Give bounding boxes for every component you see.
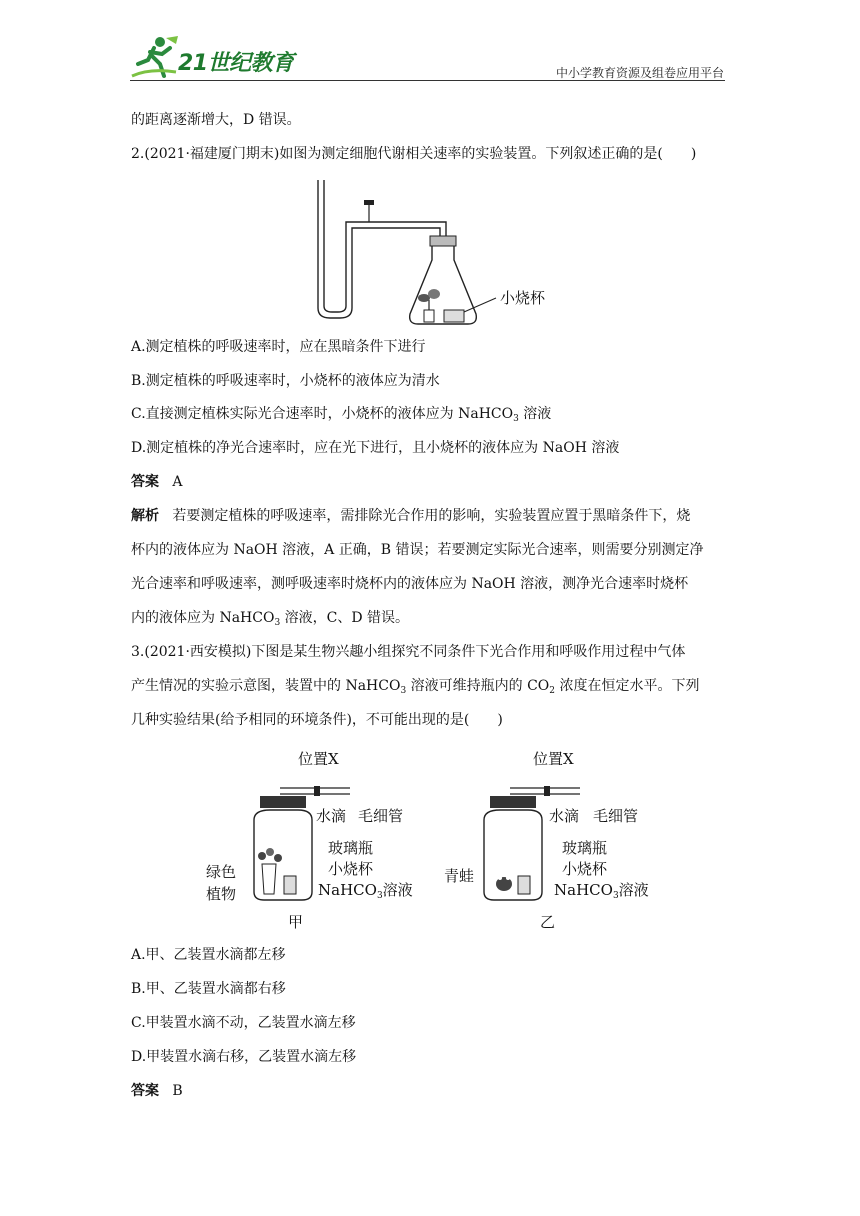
runner-logo-icon bbox=[130, 34, 180, 80]
explanation-line: 内的液体应为 NaHCO$_3$ 溶液，C、D 错误。 bbox=[131, 610, 410, 628]
question-3-stem: 3.(2021·西安模拟)下图是某生物兴趣小组探究不同条件下光合作用和呼吸作用过程中气体 bbox=[131, 644, 686, 660]
option-d: D.测定植株的净光合速率时，应在光下进行，且小烧杯的液体应为 NaOH 溶液 bbox=[131, 440, 620, 456]
solution-label: NaHCO$_3$溶液 bbox=[554, 881, 649, 901]
text-line: 的距离逐渐增大，D 错误。 bbox=[131, 112, 301, 128]
drop-label: 水滴 bbox=[549, 807, 580, 825]
beaker-label: 小烧杯 bbox=[562, 860, 608, 878]
platform-name: 中小学教育资源及组卷应用平台 bbox=[555, 66, 724, 80]
explanation-line: 光合速率和呼吸速率，测呼吸速率时烧杯内的液体应为 NaOH 溶液，测净光合速率时烧杯 bbox=[131, 576, 689, 592]
page-header bbox=[0, 0, 860, 90]
solution-label: NaHCO$_3$溶液 bbox=[318, 881, 413, 901]
answer-label: 答案 bbox=[131, 1083, 159, 1099]
option-a: A.测定植株的呼吸速率时，应在黑暗条件下进行 bbox=[131, 339, 426, 355]
question-3-stem: 几种实验结果(给予相同的环境条件)，不可能出现的是( ) bbox=[131, 712, 503, 728]
explanation-label: 解析 bbox=[131, 508, 159, 524]
site-logo bbox=[130, 34, 300, 80]
explanation-line: 解析 若要测定植株的呼吸速率，需排除光合作用的影响，实验装置应置于黑暗条件下，烧 bbox=[131, 508, 691, 524]
explanation-line: 杯内的液体应为 NaOH 溶液，A 正确，B 错误；若要测定实际光合速率，则需要分别测定净 bbox=[131, 542, 704, 558]
question-2-stem: 2.(2021·福建厦门期末)如图为测定细胞代谢相关速率的实验装置。下列叙述正确的是( ) bbox=[131, 146, 697, 162]
option-b: B.测定植株的呼吸速率时，小烧杯的液体应为清水 bbox=[131, 373, 440, 389]
option-d: D.甲装置水滴右移，乙装置水滴左移 bbox=[131, 1049, 357, 1065]
option-b: B.甲、乙装置水滴都右移 bbox=[131, 981, 286, 997]
option-c: C.直接测定植株实际光合速率时，小烧杯的液体应为 NaHCO$_3$ 溶液 bbox=[131, 406, 552, 424]
capillary-label: 毛细管 bbox=[358, 807, 404, 825]
figure-caption-yi: 乙 bbox=[540, 913, 556, 931]
answer-line: 答案 A bbox=[131, 474, 183, 490]
beaker-label: 小烧杯 bbox=[328, 860, 374, 878]
position-x-label: 位置X bbox=[533, 750, 574, 768]
figure-caption-jia: 甲 bbox=[288, 913, 304, 931]
drop-label: 水滴 bbox=[316, 807, 347, 825]
organism-label: 绿色 bbox=[206, 863, 237, 881]
position-x-label: 位置X bbox=[298, 750, 339, 768]
header-divider bbox=[130, 80, 725, 81]
question-3-stem: 产生情况的实验示意图，装置中的 NaHCO$_3$ 溶液可维持瓶内的 $CO_2$ 浓度在恒定水平。下列 bbox=[131, 678, 700, 696]
bottle-label: 玻璃瓶 bbox=[562, 839, 608, 857]
organism-label: 植物 bbox=[206, 885, 237, 903]
beaker-label: 小烧杯 bbox=[500, 289, 546, 307]
logo-text: 21世纪教育 bbox=[178, 51, 294, 76]
organism-label: 青蛙 bbox=[444, 867, 475, 885]
answer-line: 答案 B bbox=[131, 1083, 183, 1099]
option-a: A.甲、乙装置水滴都左移 bbox=[131, 947, 286, 963]
option-c: C.甲装置水滴不动，乙装置水滴左移 bbox=[131, 1015, 356, 1031]
answer-label: 答案 bbox=[131, 474, 159, 490]
bottle-label: 玻璃瓶 bbox=[328, 839, 374, 857]
capillary-label: 毛细管 bbox=[593, 807, 639, 825]
